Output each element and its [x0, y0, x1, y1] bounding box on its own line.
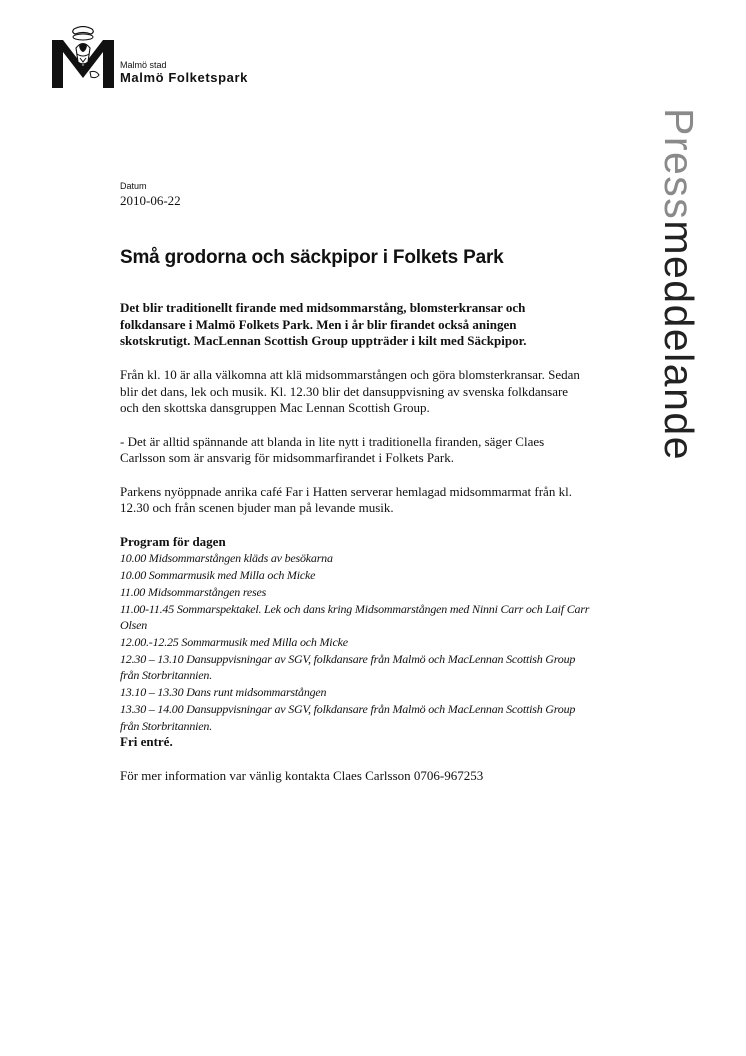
date-value: 2010-06-22	[120, 193, 181, 208]
contact-info: För mer information var vänlig kontakta Claes Carlsson 0706-967253	[120, 767, 484, 783]
date-label: Datum	[120, 181, 147, 191]
pressmeddelande-side-title	[656, 108, 702, 461]
program-item: 12.00.-12.25 Sommarmusik med Milla och Micke	[120, 635, 348, 649]
program-item: 10.00 Sommarmusik med Milla och Micke	[120, 568, 316, 583]
lead-paragraph: Det blir traditionellt firande med midsommarstång, blomsterkransar och folkdansare i Malmö Folkets Park. Men i år blir firandet också aningen skotskrutigt. MacLennan Scottish Group uppträder i kilt med Säckpipor.	[120, 300, 527, 349]
side-title-press: Press	[656, 108, 702, 221]
malmo-coat-of-arms-logo	[52, 26, 114, 88]
press-release-body	[120, 300, 590, 784]
program-item: 13.30 – 14.00 Dansuppvisningar av SGV, folkdansare från Malmö och MacLennan Scottish Group från Storbritannien.	[120, 701, 576, 733]
free-entry-note: Fri entré.	[120, 734, 173, 750]
program-title: Program för dagen	[120, 533, 226, 549]
program-item: 10.00 Midsommarstången kläds av besökarna	[120, 551, 333, 566]
org-city: Malmö stad	[120, 60, 167, 70]
program-item: 12.30 – 13.10 Dansuppvisningar av SGV, folkdansare från Malmö och MacLennan Scottish Group från Storbritannien.	[120, 651, 576, 683]
program-item: 11.00 Midsommarstången reses	[120, 584, 267, 599]
program-item: 11.00-11.45 Sommarspektakel. Lek och dans kring Midsommarstången med Ninni Carr och Laif Carr Olsen	[120, 601, 590, 633]
side-title-meddelande: meddelande	[656, 220, 702, 461]
org-name: Malmö Folketspark	[120, 70, 248, 85]
body-paragraph: Från kl. 10 är alla välkomna att klä midsommarstången och göra blomsterkransar. Sedan blir det dans, lek och musik. Kl. 12.30 blir det dansuppvisning av svenska folkdansare och den skottska dansgruppen Mac Lennan Scottish Group.	[120, 366, 580, 416]
body-paragraph: Parkens nyöppnade anrika café Far i Hatten serverar hemlagad midsommarmat från kl. 12.30 och från scenen bjuder man på levande musik.	[120, 483, 572, 516]
headline: Små grodorna och säckpipor i Folkets Park	[120, 247, 504, 268]
quote-paragraph: - Det är alltid spännande att blanda in lite nytt i traditionella firanden, säger Claes Carlsson som är ansvarig för midsommarfirandet i Folkets Park.	[120, 433, 545, 466]
organization-block	[120, 60, 248, 86]
program-item: 13.10 – 13.30 Dans runt midsommarstången	[120, 685, 327, 700]
